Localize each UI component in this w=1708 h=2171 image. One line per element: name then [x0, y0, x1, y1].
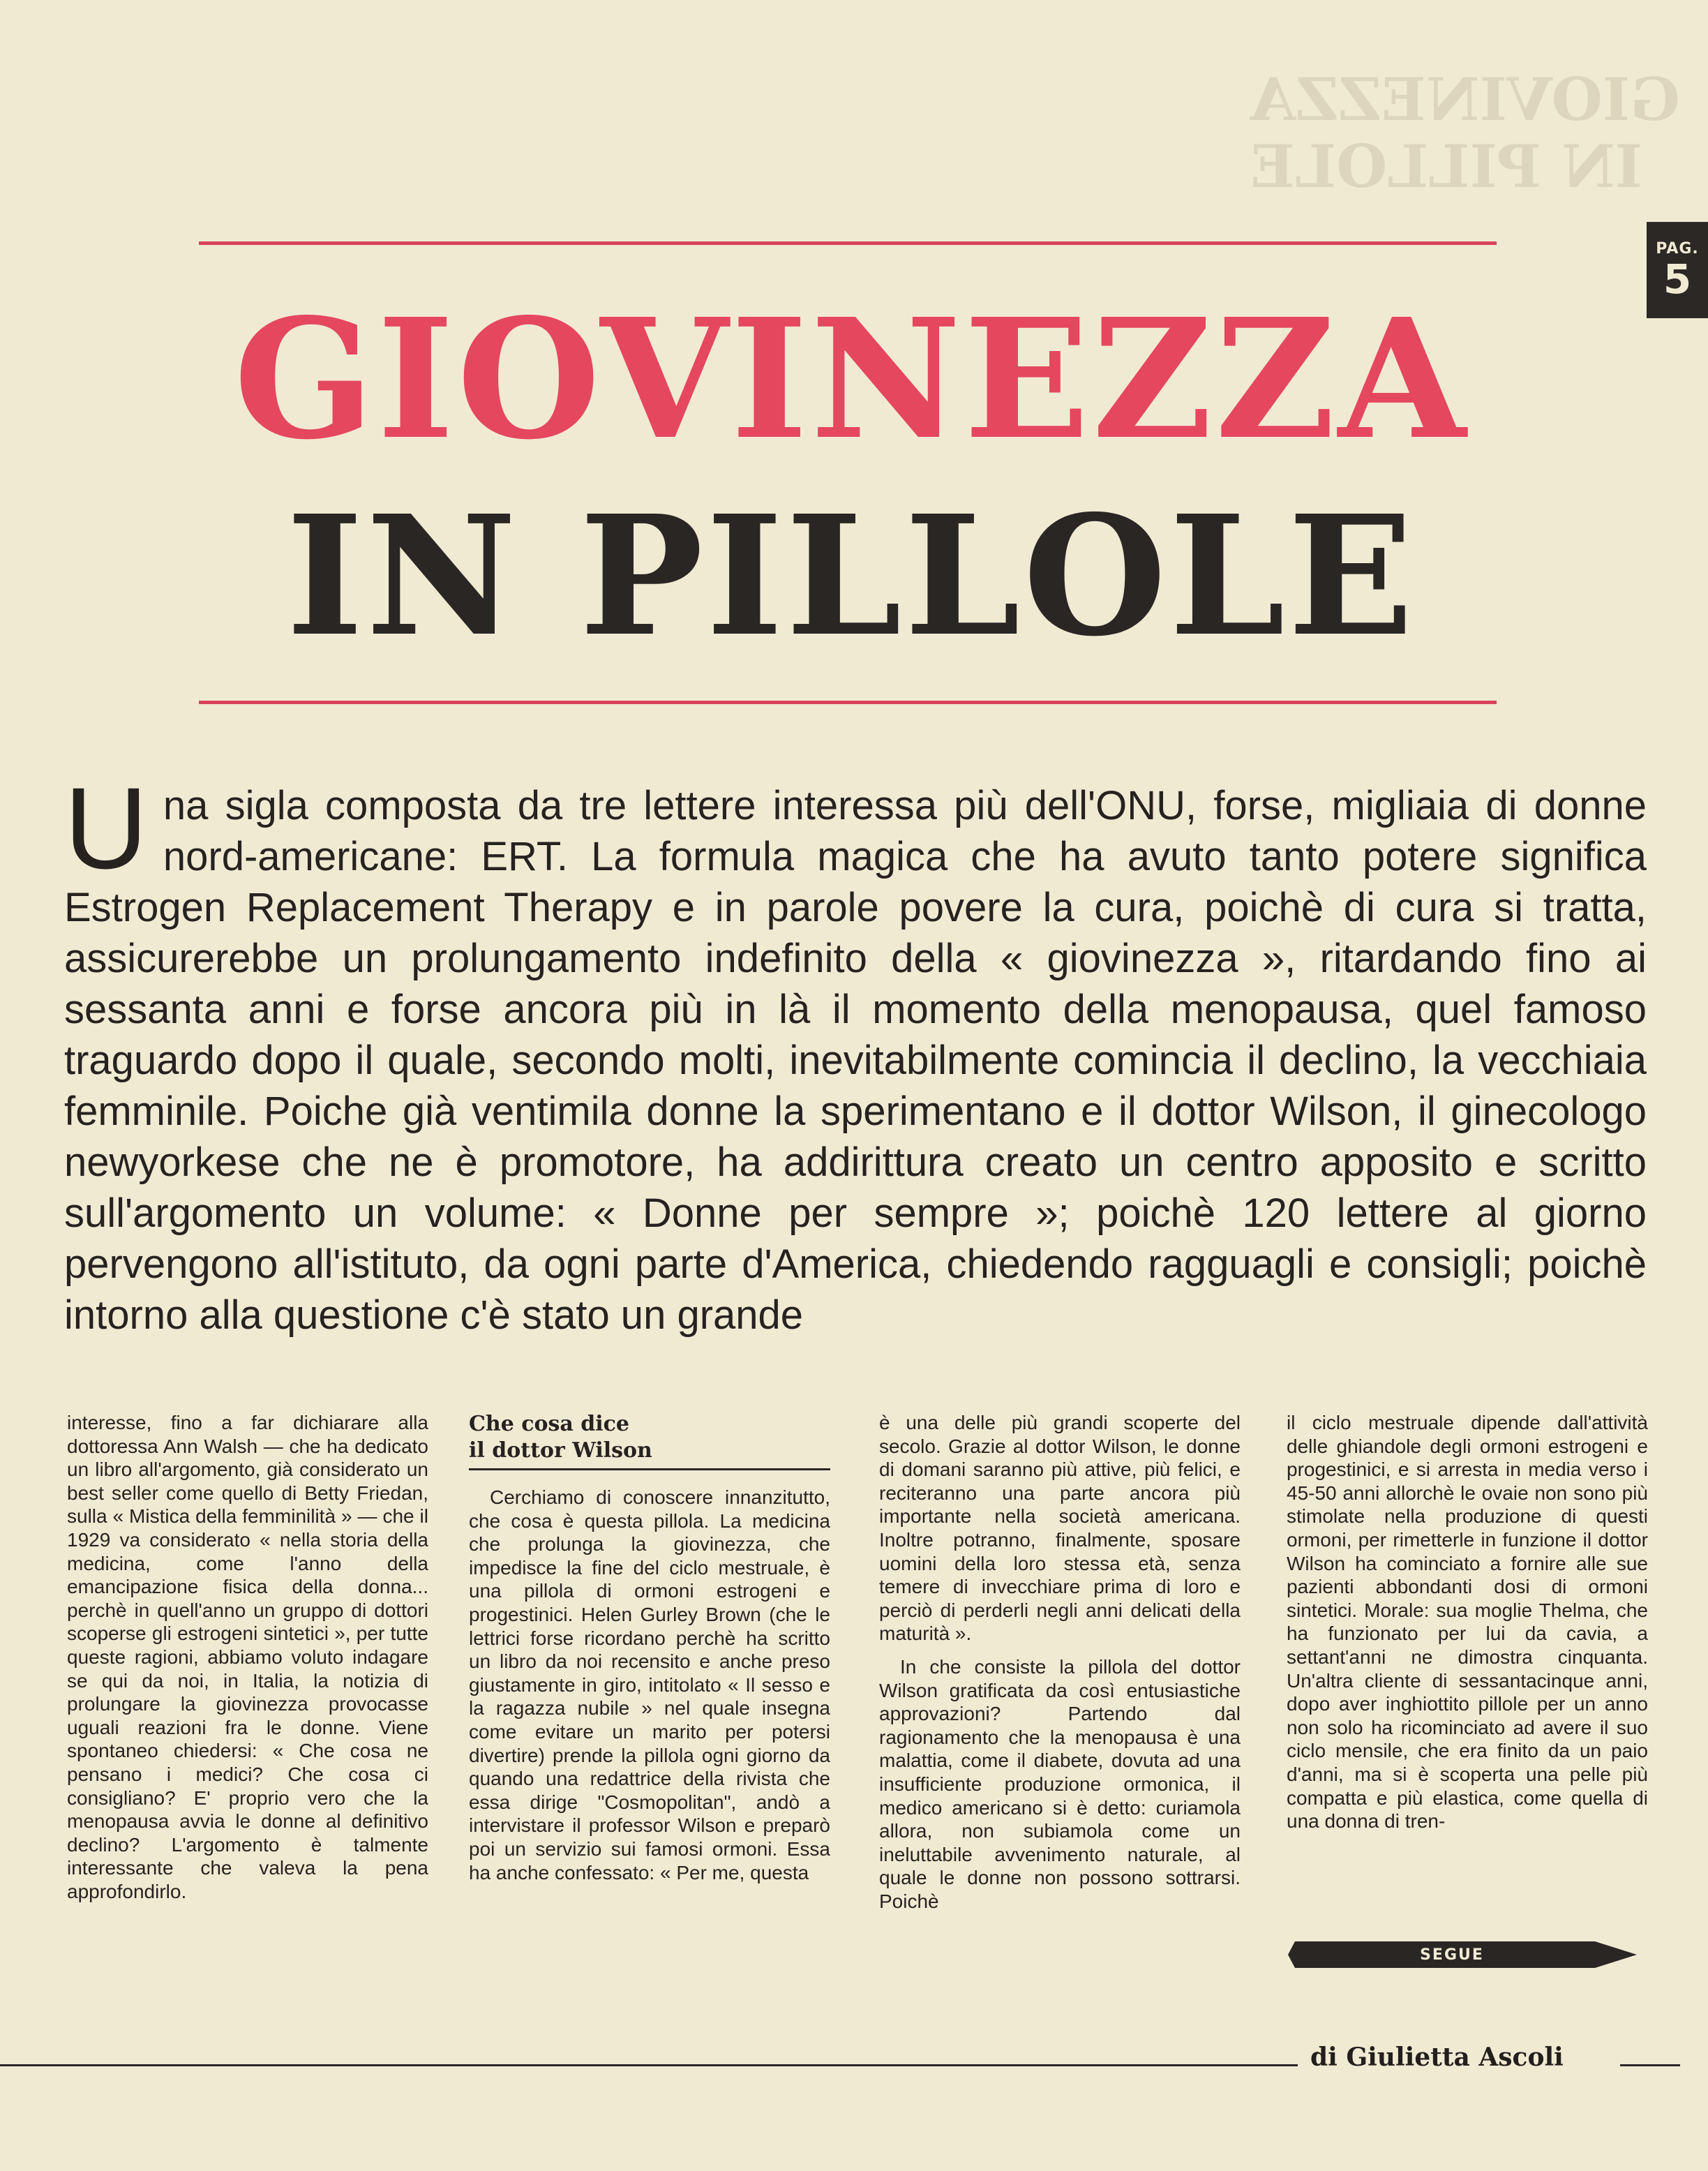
column-4-paragraph-1: il ciclo mestruale dipende dall'attività delle ghiandole degli ormoni estrogeni e progestinici, e si arresta in media verso i 45-50 anni allorchè le ovaie non sono più stimolate nella produzione di questi ormoni, per rimetterle in funzione il dottor Wilson ha cominciato a fornire alle sue pazienti abbondanti dosi di ormoni sintetici. Morale: sua moglie Thelma, che ha funzionato per lui da cavia, a settant'anni ne dimostra cinquanta. Un'altra cliente di sessantacinque anni, dopo aver inghiottito pillole per un anno non solo ha ricominciato ad avere il suo ciclo mensile, che era finito da un paio d'anni, ma si è scoperta una pelle più compatta e più elastica, come quella di una donna di tren-	[1287, 1412, 1648, 1833]
bleed-through-text	[1250, 66, 1680, 200]
subheading-line-2: il dottor Wilson	[469, 1438, 652, 1463]
drop-cap: U	[64, 764, 148, 893]
continue-label: SEGUE	[1420, 1946, 1484, 1964]
subheading	[469, 1411, 830, 1464]
column-3-paragraph-1: è una delle più grandi scoperte del secolo. Grazie al dottor Wilson, le donne di domani saranno più attive, più felici, e reciteranno una parte ancora più importante nella società americana. Inoltre potranno, finalmente, sposare uomini della loro stessa età, senza temere di invecchiare prima di loro e perciò di perderli negli anni delicati della maturità ».	[879, 1412, 1241, 1645]
page-number-tab	[1647, 222, 1708, 318]
byline-rule-left	[0, 2064, 1298, 2066]
subheading-rule	[469, 1468, 830, 1470]
byline-rule-right	[1620, 2064, 1680, 2066]
page-number: 5	[1663, 255, 1692, 303]
column-4	[1287, 1411, 1648, 1833]
title-bottom-rule	[199, 701, 1497, 704]
title-line-1: GIOVINEZZA	[233, 282, 1469, 476]
continue-arrow	[1288, 1937, 1637, 1972]
page-label: PAG.	[1656, 239, 1699, 258]
lead-text: na sigla composta da tre lettere interessa più dell'ONU, forse, migliaia di donne nord-americane: ERT. La formula magica che ha avuto tanto potere significa Estrogen Replacement Therapy e in parole povere la cura, poichè di cura si tratta, assicurerebbe un prolungamento indefinito della « giovinezza », ritardando fino ai sessanta anni e forse ancora più in là il momento della menopausa, quel famoso traguardo dopo il quale, secondo molti, inevitabilmente comincia il declino, la vecchiaia femminile. Poiche già ventimila donne la sperimentano e il dottor Wilson, il ginecologo newyorkese che ne è promotore, ha addirittura creato un centro apposito e scritto sull'argomento un volume: « Donne per sempre »; poichè 120 lettere al giorno pervengono all'istituto, da ogni parte d'America, chiedendo ragguagli e consigli; poichè intorno alla questione c'è stato un grande	[64, 783, 1647, 1338]
column-2-paragraph-1: Cerchiamo di conoscere innanzitutto, che cosa è questa pillola. La medicina che prolunga la giovinezza, che impedisce la fine del ciclo mestruale, è una pillola di ormoni estrogeni e progestinici. Helen Gurley Brown (che le lettrici forse ricordano perchè ha scritto un libro da noi recensito e anche preso giustamente in giro, intitolato « Il sesso e la ragazza nubile » nel quale insegna come evitare un marito per potersi divertire) prende la pillola ogni giorno da quando una redattrice della rivista che essa dirige "Cosmopolitan", andò a intervistare il professor Wilson e preparò poi un servizio sui famosi ormoni. Essa ha anche confessato: « Per me, questa	[469, 1486, 830, 1883]
title-top-rule	[199, 241, 1497, 245]
byline: di Giulietta Ascoli	[1310, 2043, 1564, 2072]
title-line-2: IN PILLOLE	[286, 479, 1416, 673]
column-3-paragraph-2: In che consiste la pillola del dottor Wilson gratificata da così entusiastiche approvazioni? Partendo dal ragionamento che la menopausa è una malattia, come il diabete, dovuta ad una insufficiente produzione ormonica, il medico americano si è detto: curiamola allora, non subiamola come un ineluttabile avvenimento naturale, al quale le donne non possono sottrarsi. Poichè	[879, 1655, 1241, 1912]
column-1-paragraph-1: interesse, fino a far dichiarare alla dottoressa Ann Walsh — che ha dedicato un libro all'argomento, già considerato un best seller come quello di Betty Friedan, sulla « Mistica della femminilità » — che il 1929 va considerato « nella storia della medicina, come l'anno della emancipazione fisica della donna... perchè in quell'anno un gruppo di dottori scoperse gli estrogeni sintetici », per tutte queste ragioni, abbiamo voluto indagare se qui da noi, in Italia, la notizia di prolungare la giovinezza provocasse uguali reazioni fra le donne. Viene spontaneo chiedersi: « Che cosa ne pensano i medici? Che cosa ci consigliano? E' proprio vero che la menopausa avvia le donne al definitivo declino? L'argomento è talmente interessante che valeva la pena approfondirlo.	[67, 1412, 428, 1902]
column-3	[879, 1411, 1241, 1913]
bleed-through-line-2: IN PILLOLE	[1250, 132, 1643, 201]
bleed-through-line-1: GIOVINEZZA	[1250, 65, 1680, 134]
column-2	[469, 1411, 830, 1884]
column-1	[67, 1411, 428, 1903]
subheading-line-1: Che cosa dice	[469, 1412, 629, 1436]
lead-paragraph	[64, 764, 1647, 1341]
